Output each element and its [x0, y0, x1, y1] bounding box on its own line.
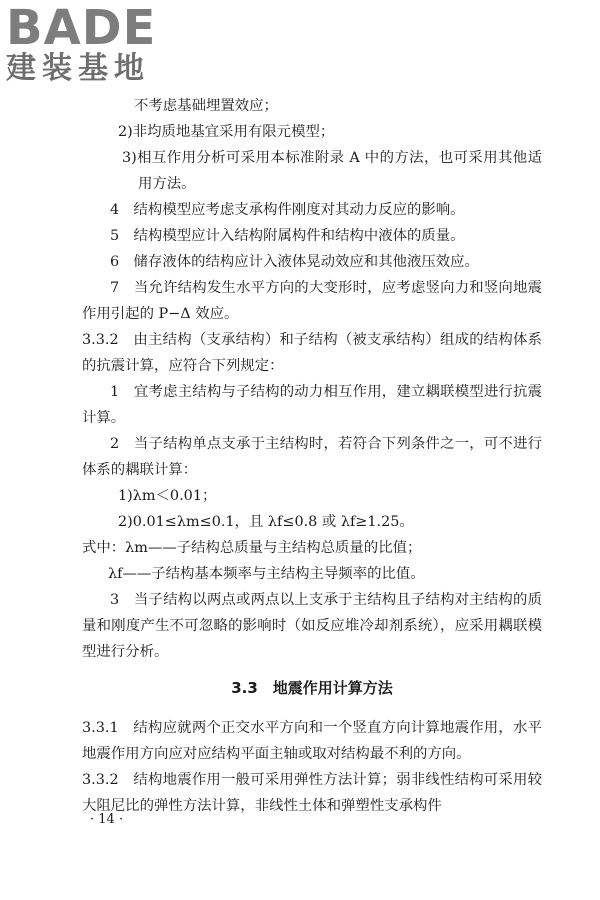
clause-item: 4 结构模型应考虑支承构件刚度对其动力反应的影响。: [110, 202, 465, 218]
clause-item: 6 储存液体的结构应计入液体晃动效应和其他液压效应。: [110, 254, 479, 270]
clause-item: 3 当子结构以两点或两点以上支承于主结构且子结构对主结构的质量和刚度产生不可忽略的影响时（如反应堆冷却剂系统），应采用耦联模型进行分析。: [82, 592, 542, 660]
section-clause: 3.3.2 由主结构（支承结构）和子结构（被支承结构）组成的结构体系的抗震计算，应符合下列规定：: [82, 332, 542, 374]
clause-item: 1 宜考虑主结构与子结构的动力相互作用，建立耦联模型进行抗震计算。: [82, 384, 542, 426]
text-line: 不考虑基础埋置效应；: [134, 98, 278, 114]
clause-item: 7 当允许结构发生水平方向的大变形时，应考虑竖向力和竖向地震作用引起的 P−Δ 效应。: [82, 280, 542, 322]
clause-item: 5 结构模型应计入结构附属构件和结构中液体的质量。: [110, 228, 465, 244]
section-heading: 3.3 地震作用计算方法: [231, 679, 393, 697]
list-item: 2)非均质地基宜采用有限元模型；: [118, 124, 335, 140]
logo-wordmark: BADE: [6, 0, 157, 56]
page-number: · 14 ·: [90, 812, 124, 827]
clause-item: 2 当子结构单点支承于主结构时，若符合下列条件之一，可不进行体系的耦联计算：: [82, 436, 542, 478]
symbol-definition: 式中：λm——子结构总质量与主结构总质量的比值；: [82, 540, 422, 556]
list-item: 3)相互作用分析可采用本标准附录 A 中的方法，也可采用其他适用方法。: [122, 150, 542, 192]
symbol-definition: λf——子结构基本频率与主结构主导频率的比值。: [108, 566, 425, 582]
section-clause: 3.3.1 结构应就两个正交水平方向和一个竖直方向计算地震作用，水平地震作用方向应对应结构平面主轴或取对结构最不利的方向。: [82, 720, 542, 762]
document-body: [82, 93, 542, 819]
bade-logo: [6, 2, 176, 86]
logo-subtitle: 建装基地: [6, 51, 150, 86]
condition-item: 2)0.01≤λm≤0.1，且 λf≤0.8 或 λf≥1.25。: [118, 514, 414, 530]
condition-item: 1)λm＜0.01；: [118, 488, 217, 504]
section-clause: 3.3.2 结构地震作用一般可采用弹性方法计算；弱非线性结构可采用较大阻尼比的弹性方法计算，非线性土体和弹塑性支承构件: [82, 772, 542, 814]
